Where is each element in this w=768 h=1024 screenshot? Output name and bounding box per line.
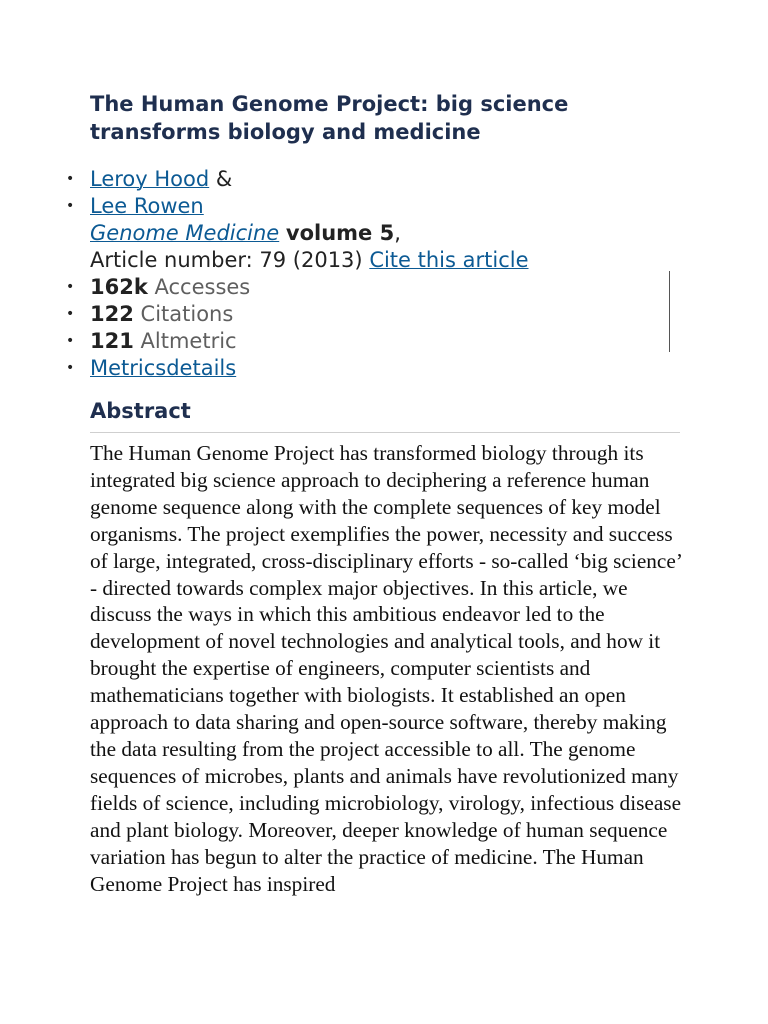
metric-item-accesses (66, 274, 680, 301)
bullet: • (66, 198, 75, 214)
abstract-heading: Abstract (90, 398, 680, 433)
author-link-leroy-hood[interactable]: Leroy Hood (90, 167, 210, 191)
metric-item-altmetric (66, 328, 680, 355)
volume-suffix: , (394, 221, 401, 245)
author-item (66, 166, 680, 193)
metric-label: Altmetric (140, 329, 237, 353)
metric-label: Citations (140, 302, 234, 326)
journal-link[interactable]: Genome Medicine (90, 221, 280, 245)
metric-label: Accesses (154, 275, 251, 299)
bullet: • (66, 360, 75, 376)
metric-value: 162k (90, 275, 148, 299)
metric-value: 121 (90, 329, 134, 353)
metric-item-citations (66, 301, 680, 328)
article-number: Article number: 79 (2013) (90, 248, 363, 272)
article-title: The Human Genome Project: big science transforms biology and medicine (90, 92, 569, 144)
author-link-lee-rowen[interactable]: Lee Rowen (90, 194, 204, 218)
article (66, 90, 682, 897)
metric-value: 122 (90, 302, 134, 326)
metrics-details-item (66, 355, 680, 382)
author-separator: & (209, 167, 233, 191)
article-meta-list (66, 166, 680, 382)
bullet: • (66, 333, 75, 349)
abstract-text: The Human Genome Project has transformed biology through its integrated big science approach to deciphering a reference human genome sequence along with the complete sequences of key model organisms. The project exemplifies the power, necessity and success of large, integrated, cross-disciplinary efforts - so-called ‘big science’ - directed towards complex major objectives. In this article, we discuss the ways in which this ambitious endeavor led to the development of novel technologies and analytical tools, and how it brought the expertise of engineers, computer scientists and mathematicians together with biologists. It established an open approach to data sharing and open-source software, thereby making the data resulting from the project accessible to all. The genome sequences of microbes, plants and animals have revolutionized many fields of science, including microbiology, virology, infectious disease and plant biology. Moreover, deeper knowledge of human sequence variation has begun to alter the practice of medicine. The Human Genome Project has inspired (90, 441, 682, 896)
metrics-details-link[interactable]: Metricsdetails (90, 356, 237, 380)
bullet: • (66, 171, 75, 187)
bullet: • (66, 279, 75, 295)
volume-label: volume 5 (285, 221, 395, 245)
cite-article-link[interactable]: Cite this article (369, 248, 529, 272)
bullet: • (66, 306, 75, 322)
author-item (66, 193, 680, 274)
metrics-divider (669, 271, 670, 352)
